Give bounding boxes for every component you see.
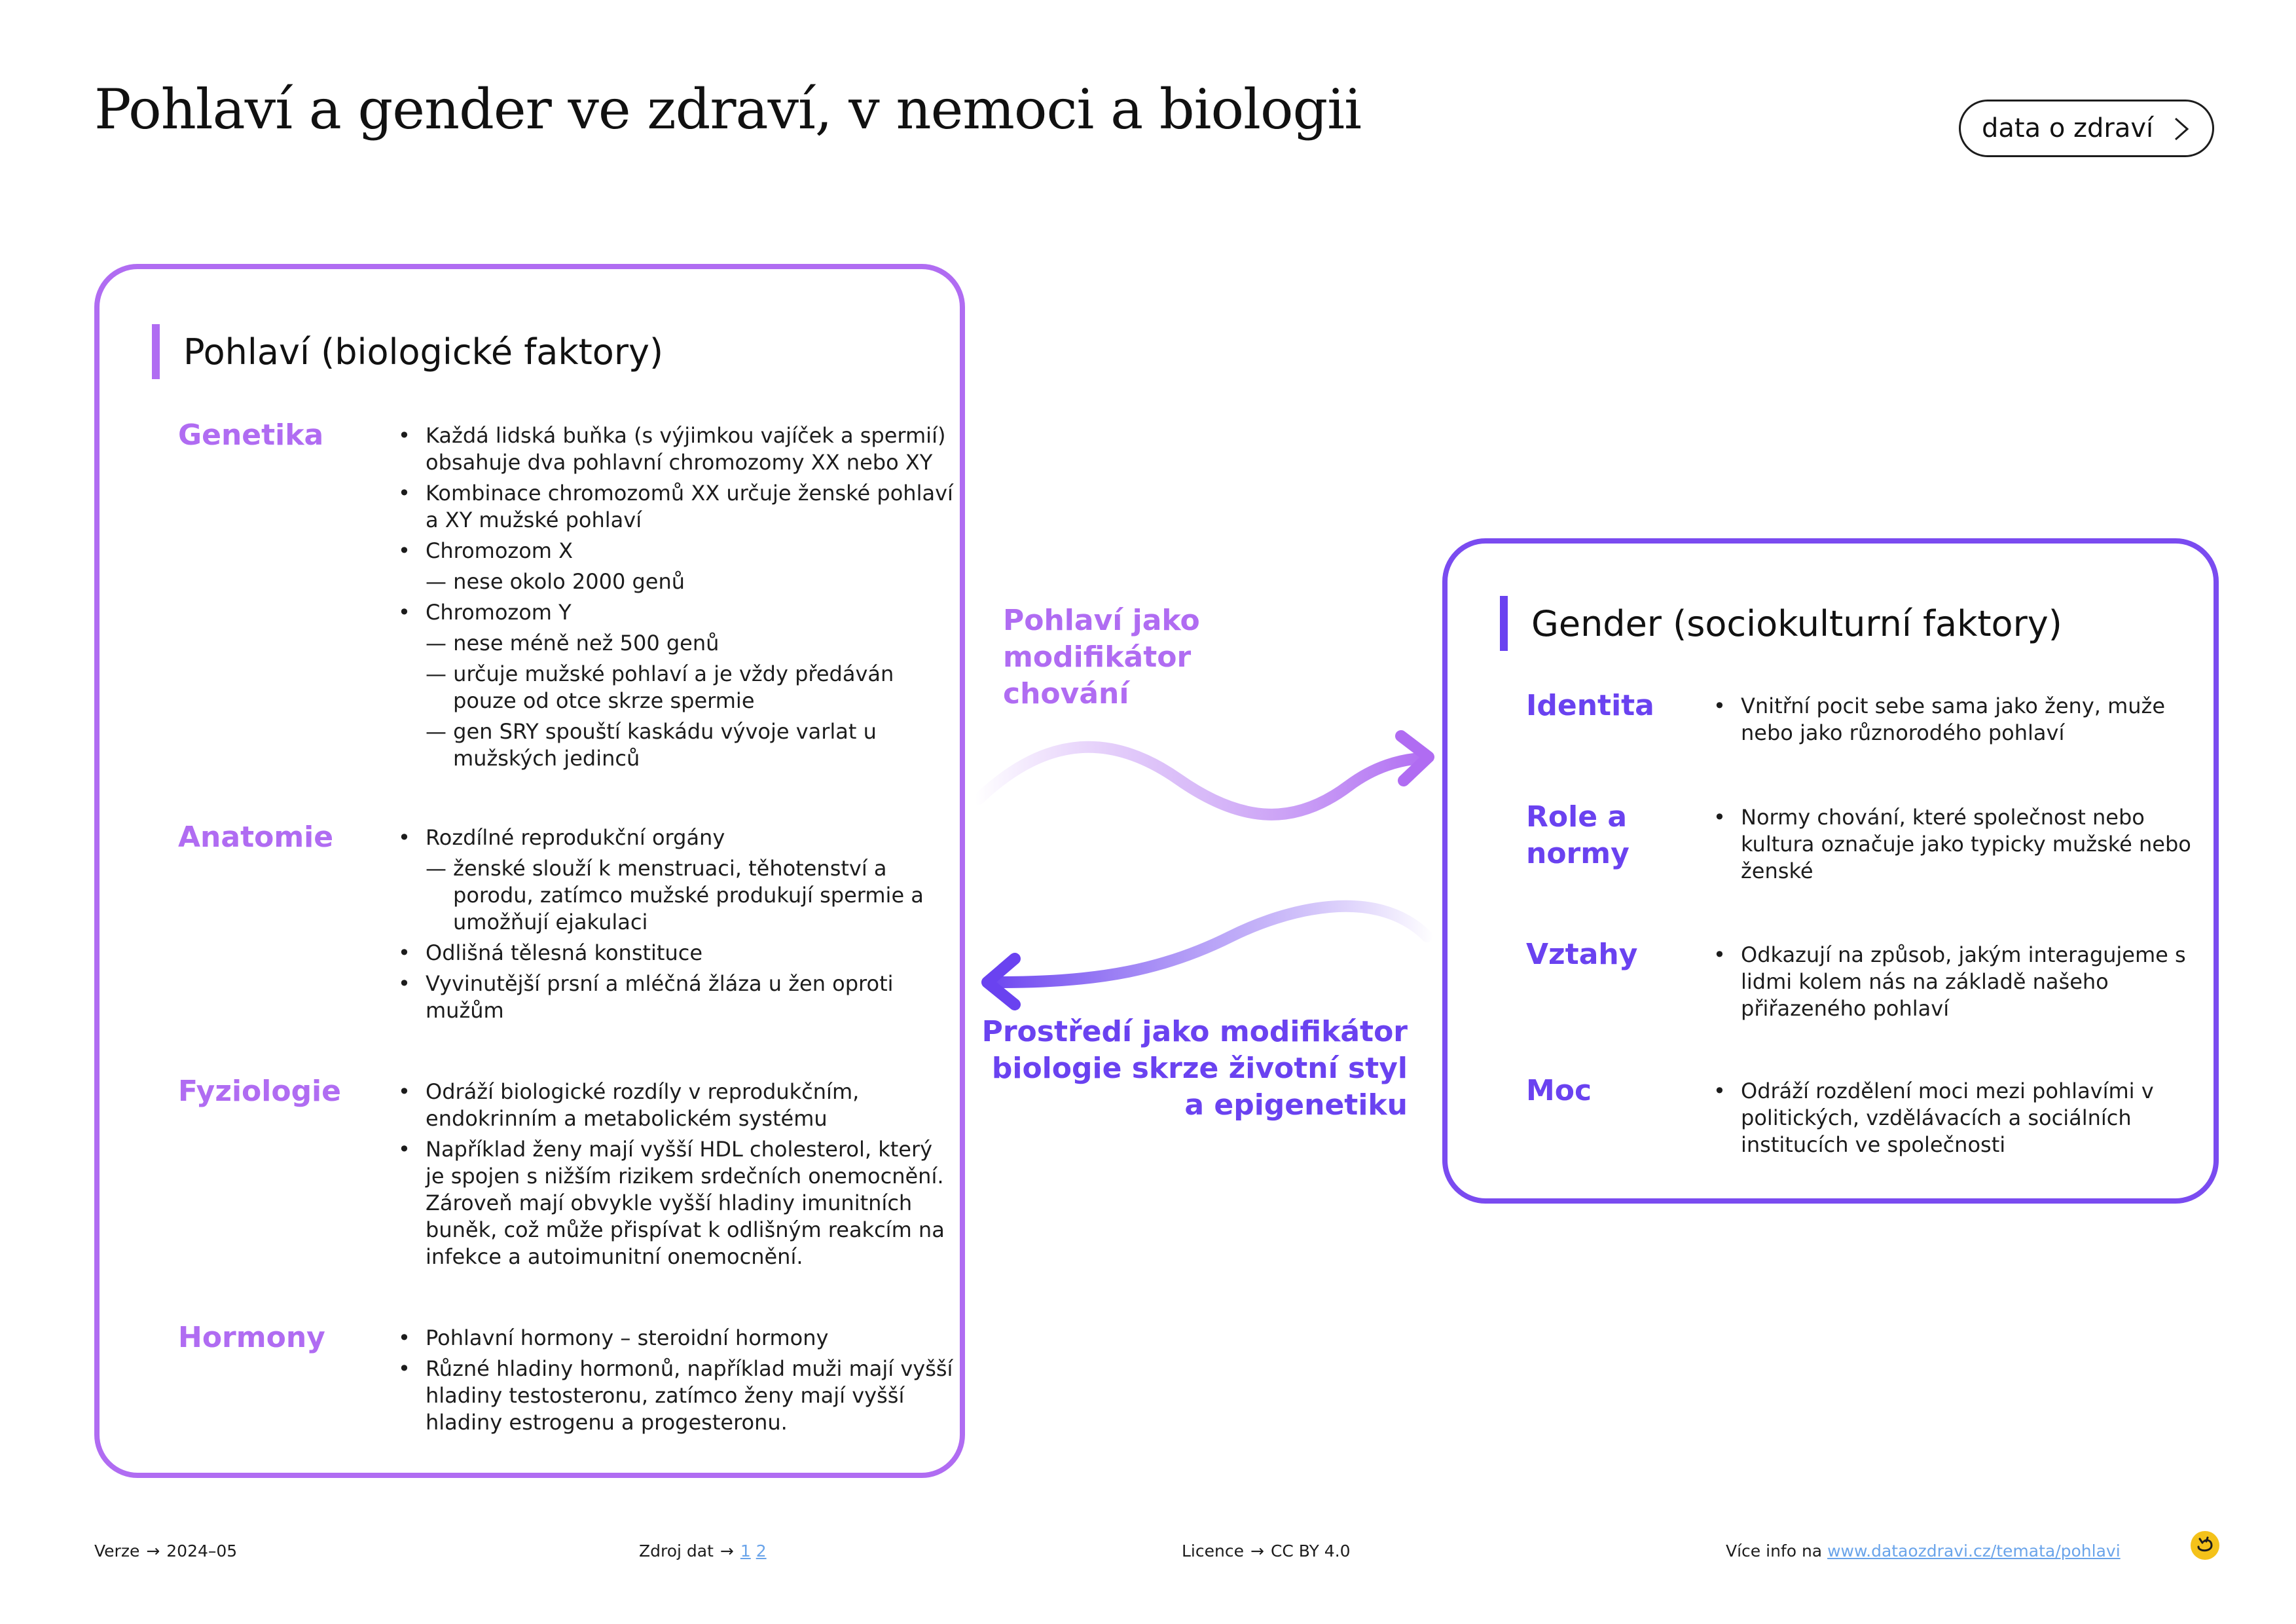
list-item: • Chromozom X — [394, 538, 957, 564]
list-item: • Rozdílné reprodukční orgány — [394, 824, 957, 851]
arrow-environment-to-biology — [987, 906, 1427, 1005]
footer-source — [639, 1541, 767, 1560]
brand-logo-icon — [2189, 1530, 2221, 1561]
section-label: Identita — [1526, 689, 1654, 722]
list-item: • Každá lidská buňka (s výjimkou vajíček a spermií) obsahuje dva pohlavní chromozomy XX nebo XY — [394, 422, 957, 476]
list-item: • Vnitřní pocit sebe sama jako ženy, muže nebo jako různorodého pohlaví — [1709, 693, 2207, 747]
arrow-right-icon: → — [720, 1541, 734, 1560]
environment-modifier-label: Prostředí jako modifikátor biologie skrze životní styl a epigenetiku — [981, 1015, 1408, 1122]
gender-panel-heading: Gender (sociokulturní faktory) — [1531, 602, 2062, 644]
list-item: • Kombinace chromozomů XX určuje ženské pohlaví a XY mužské pohlaví — [394, 480, 957, 534]
footer-license — [1182, 1541, 1351, 1560]
footer-version — [94, 1541, 237, 1560]
version-label: Verze — [94, 1541, 140, 1560]
list-item: • Normy chování, které společnost nebo kultura označuje jako typicky mužské nebo ženské — [1709, 804, 2207, 885]
section-label: Genetika — [178, 418, 324, 452]
list-item: • Různé hladiny hormonů, například muži mají vyšší hladiny testosteronu, zatímco ženy mají vyšší hladiny estrogenu a progesteronu. — [394, 1356, 957, 1436]
version-value: 2024–05 — [166, 1541, 238, 1560]
arrow-right-icon: → — [1250, 1541, 1264, 1560]
source-link-2[interactable]: 2 — [756, 1541, 767, 1560]
arrow-right-icon: → — [146, 1541, 160, 1560]
nav-button-label: data o zdraví — [1982, 113, 2154, 143]
info-label: Více info na — [1726, 1541, 1823, 1560]
list-subitem: — určuje mužské pohlaví a je vždy předáván pouze od otce skrze spermie — [426, 661, 894, 713]
section-label: Fyziologie — [178, 1075, 341, 1108]
section-label: Moc — [1526, 1074, 1592, 1107]
section-label: Vztahy — [1526, 938, 1638, 971]
source-link-1[interactable]: 1 — [740, 1541, 751, 1560]
license-value: CC BY 4.0 — [1270, 1541, 1351, 1560]
list-item: • Například ženy mají vyšší HDL cholesterol, který je spojen s nižším rizikem srdečních onemocnění. Zároveň mají obvykle vyšší hladiny imunitních buněk, což může přispívat k odlišným reakcím na infekce a autoimunitní onemocnění. — [394, 1136, 957, 1270]
list-item: • Vyvinutější prsní a mléčná žláza u žen oproti mužům — [394, 970, 957, 1024]
list-item: • Odráží rozdělení moci mezi pohlavími v politických, vzdělávacích a sociálních institucích ve společnosti — [1709, 1078, 2207, 1158]
info-link[interactable]: www.dataozdravi.cz/temata/pohlavi — [1827, 1541, 2121, 1560]
source-label: Zdroj dat — [639, 1541, 714, 1560]
list-subitem: — nese méně než 500 genů — [426, 631, 720, 655]
section-label: Hormony — [178, 1321, 325, 1354]
section-label: Anatomie — [178, 821, 334, 854]
list-item: • Odkazují na způsob, jakým interagujeme s lidmi kolem nás na základě našeho přiřazeného pohlaví — [1709, 942, 2207, 1022]
sex-modifier-label: Pohlaví jako modifikátor chování — [1003, 604, 1200, 710]
list-item: • Pohlavní hormony – steroidní hormony — [394, 1325, 957, 1352]
list-subitem: — nese okolo 2000 genů — [426, 569, 685, 594]
list-subitem: — gen SRY spouští kaskádu vývoje varlat u mužských jedinců — [426, 719, 877, 771]
page-title: Pohlaví a gender ve zdraví, v nemoci a biologii — [94, 77, 1362, 141]
list-subitem: — ženské slouží k menstruaci, těhotenství a porodu, zatímco mužské produkují spermie a umožňují ejakulaci — [426, 856, 924, 934]
license-label: Licence — [1182, 1541, 1244, 1560]
section-label: Role a normy — [1526, 800, 1630, 870]
arrow-sex-to-gender — [979, 736, 1429, 815]
list-item: • Odlišná tělesná konstituce — [394, 940, 957, 967]
sex-panel-heading: Pohlaví (biologické faktory) — [183, 331, 664, 373]
footer-info — [1726, 1541, 2121, 1560]
list-item: • Odráží biologické rozdíly v reprodukčním, endokrinním a metabolickém systému — [394, 1079, 957, 1132]
list-item: • Chromozom Y — [394, 599, 957, 626]
